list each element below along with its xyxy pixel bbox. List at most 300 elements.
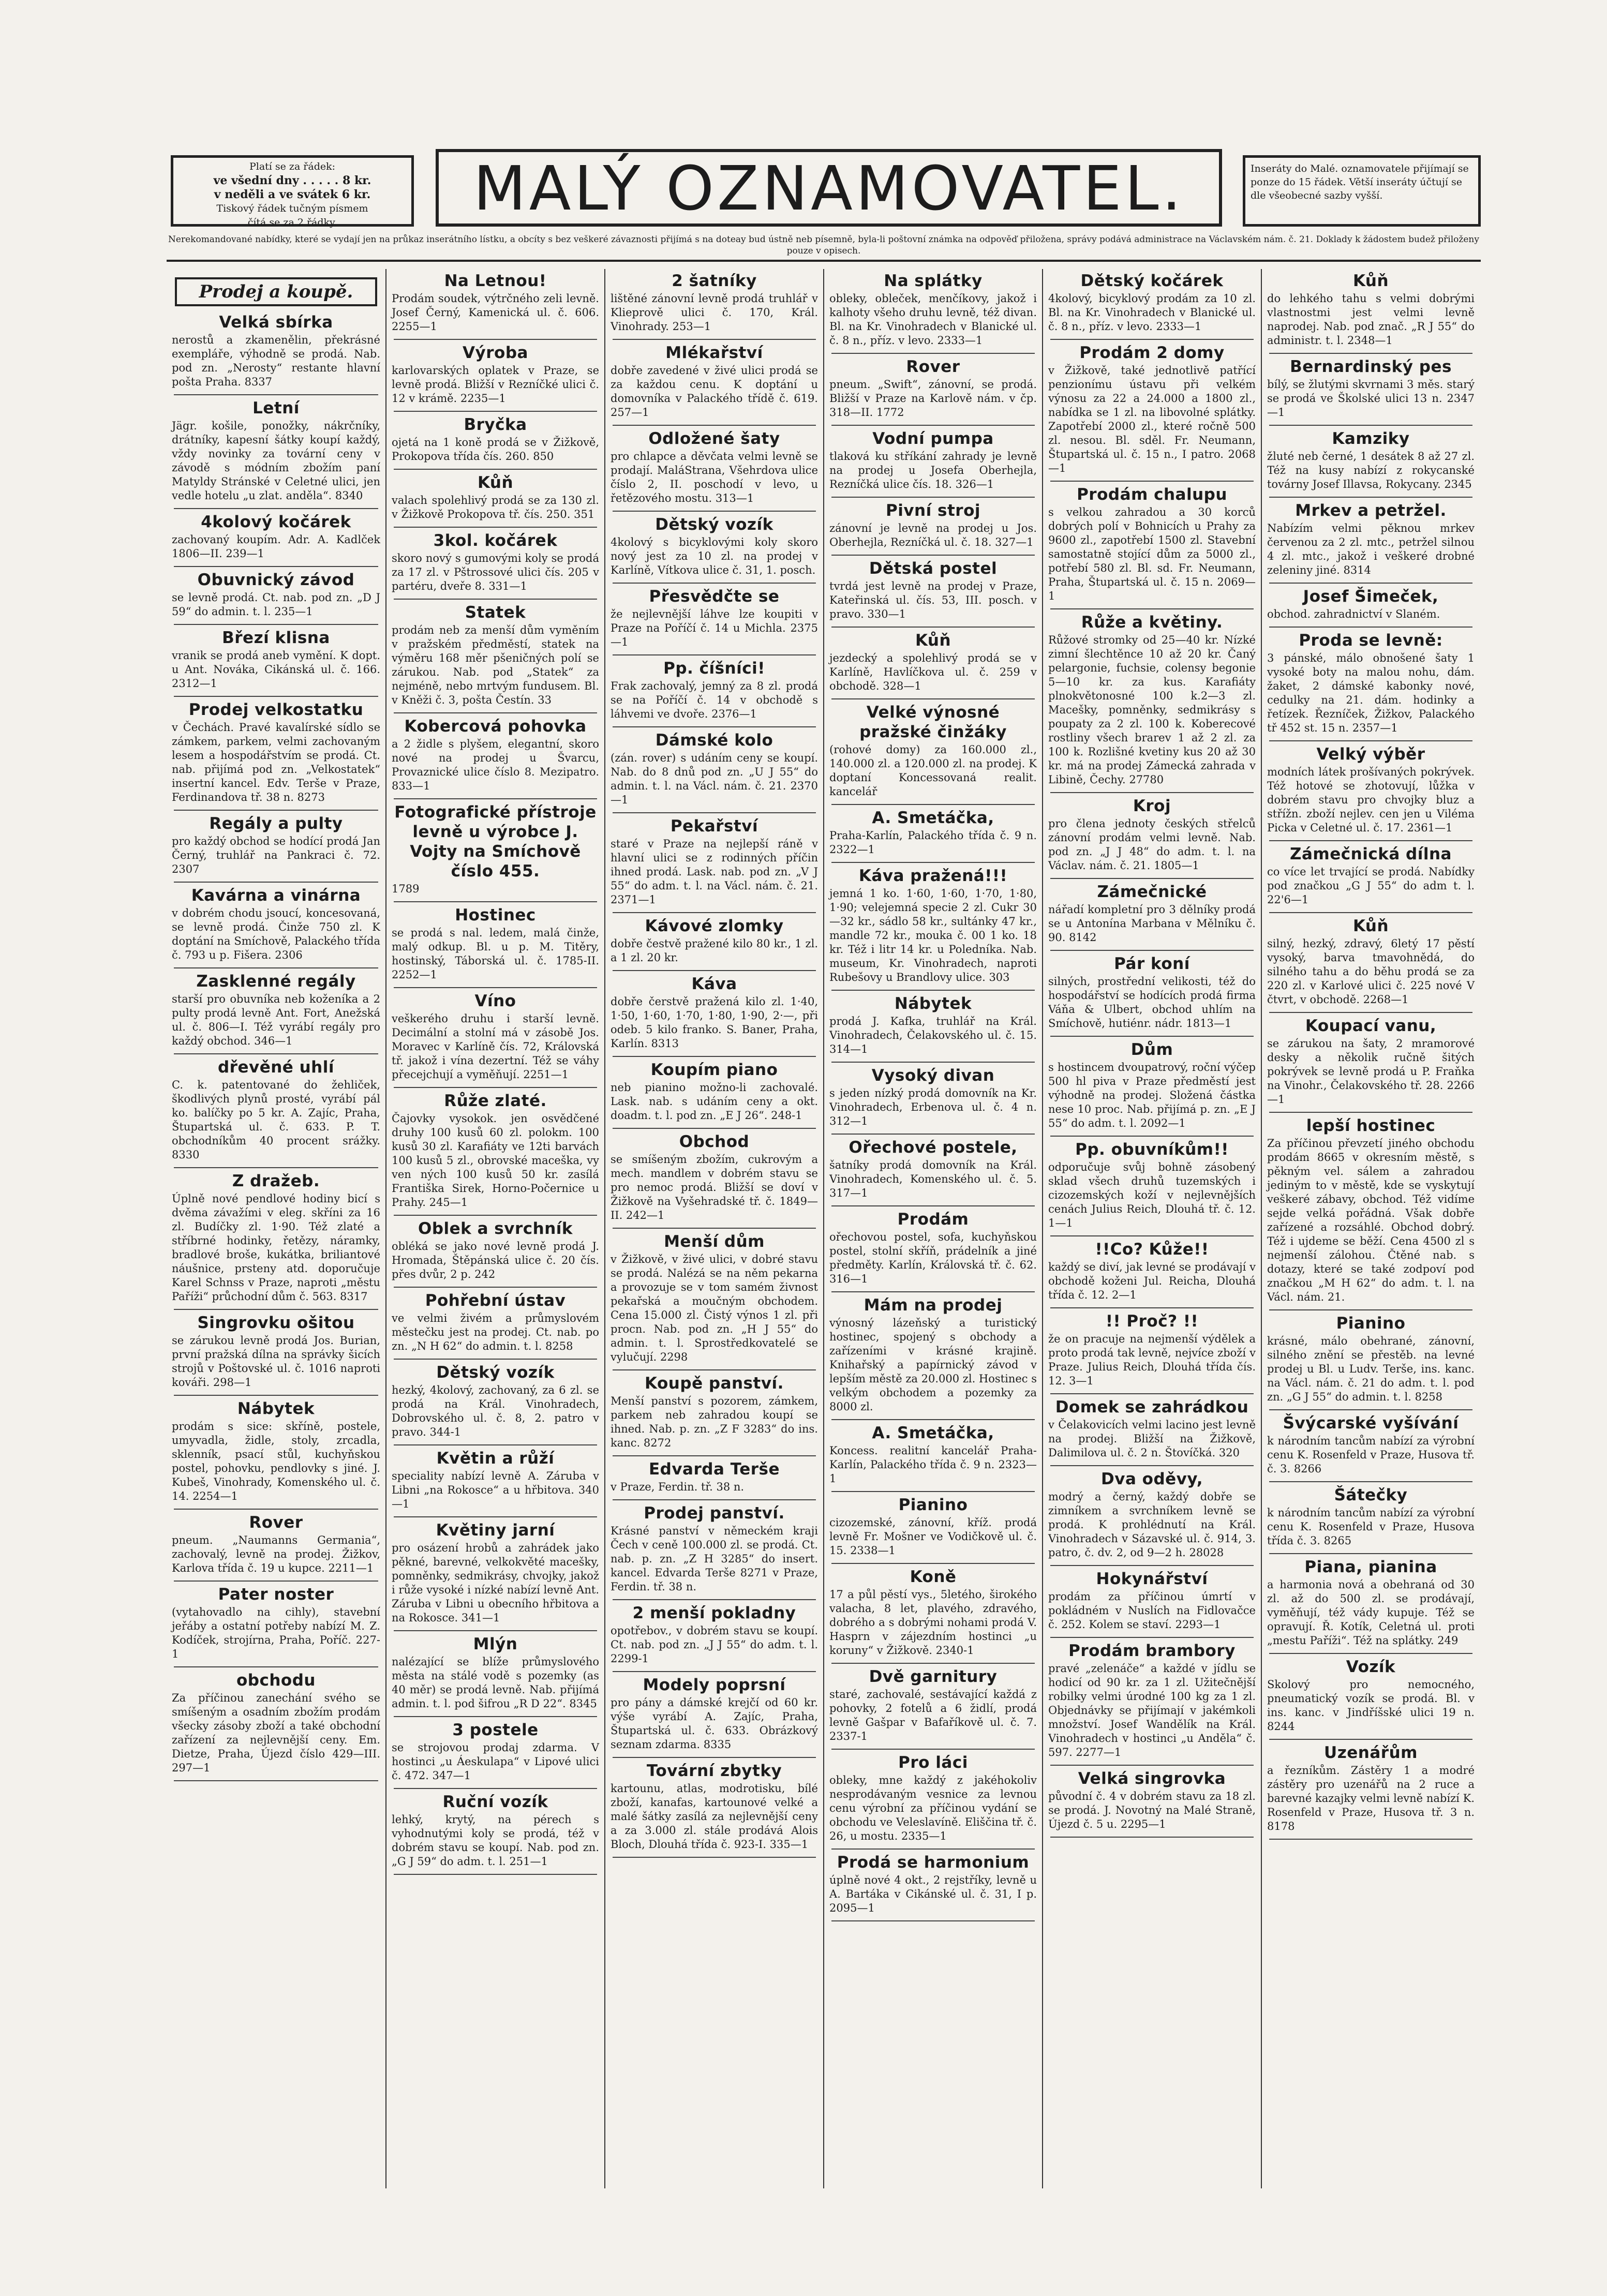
classified-ad	[1267, 844, 1475, 907]
ad-body: dobře čestvě pražené kilo 80 kr., 1 zl. a 1 zl. 20 kr.	[611, 937, 818, 964]
ad-divider	[394, 469, 597, 470]
ad-divider	[1050, 1036, 1254, 1037]
ad-heading: 2 šatníky	[672, 272, 757, 290]
classified-ad	[1048, 1397, 1256, 1460]
ad-divider	[613, 1499, 816, 1500]
ad-body: ve velmi živém a průmyslovém městečku jest na prodej. Ct. nab. po zn. „N H 62“ do admin. t. l. 8258	[392, 1312, 599, 1352]
classified-ad	[829, 1295, 1037, 1414]
ad-divider	[613, 1857, 816, 1858]
classified-ad	[392, 1792, 599, 1869]
classified-ad	[829, 1567, 1037, 1658]
ad-divider	[613, 1757, 816, 1758]
classified-ad	[1048, 882, 1256, 945]
classified-ad	[611, 1060, 818, 1123]
ad-body: se prodá s nal. ledem, malá činže, malý odkup. Bl. u p. M. Titěry, hostinský, Táborská ul. č. 1785-II. 2252—1	[392, 927, 599, 981]
classified-ad	[611, 587, 818, 649]
ad-body: (vytahovadlo na cihly), stavební jeřáby a ostatní potřeby nabízí M. Z. Kodíček, strojírna, Praha, Poříč. 227-1	[172, 1606, 380, 1660]
ad-divider	[613, 912, 816, 913]
classified-ad	[392, 1634, 599, 1711]
ad-divider	[1050, 608, 1254, 609]
classified-ad	[611, 1374, 818, 1450]
classified-ad	[392, 1291, 599, 1353]
classified-ad	[392, 1363, 599, 1439]
classified-ad	[1267, 1657, 1475, 1734]
ad-body: dobře zavedené v živé ulici prodá se za každou cenu. K doptání u domovníka v Palackého třídě č. 619. 257—1	[611, 364, 818, 419]
ad-heading: Prodám brambory	[1068, 1642, 1236, 1660]
classified-ad	[172, 1171, 380, 1304]
ad-divider	[174, 566, 378, 567]
classified-ad	[829, 631, 1037, 693]
ad-heading: !! Proč? !!	[1105, 1312, 1199, 1331]
classified-ad	[1048, 796, 1256, 873]
ad-heading: Vodní pumpa	[872, 429, 994, 448]
ad-divider	[394, 1874, 597, 1875]
ad-heading: Koně	[910, 1568, 957, 1586]
ad-body: do lehkého tahu s velmi dobrými vlastnostmi jest velmi levně naprodej. Nab. pod znač. „R J 55“ do administr. t. l. 2348—1	[1267, 292, 1475, 347]
ad-divider	[1269, 1739, 1472, 1740]
ad-heading: Prodám	[897, 1210, 969, 1229]
ad-heading: Pater noster	[218, 1585, 334, 1604]
classified-ad	[1267, 1485, 1475, 1548]
ad-divider	[1050, 950, 1254, 951]
ad-divider	[394, 1087, 597, 1088]
ad-divider	[174, 394, 378, 395]
ad-body: neb pianino možno-li zachovalé. Lask. nab. s udáním ceny a okt. doadm. t. l. pod zn. „E J 26“. 248-1	[611, 1081, 818, 1122]
ad-divider	[394, 1215, 597, 1216]
ad-body: původní č. 4 v dobrém stavu za 18 zl. se prodá. J. Novotný na Malé Straně, Újezd č. 5 u. 2295—1	[1048, 1790, 1256, 1830]
classified-ad	[392, 415, 599, 464]
ad-body: lištěné zánovní levně prodá truhlář v Klieprově ulici č. 170, Král. Vinohrady. 253—1	[611, 292, 818, 333]
ad-heading: Edvarda Terše	[648, 1460, 780, 1479]
ad-heading: Obchod	[679, 1132, 750, 1151]
ad-body: (zán. rover) s udáním ceny se koupí. Nab. do 8 dnů pod zn. „U J 55“ do admin. t. l. na Václ. nám. č. 21. 2370—1	[611, 752, 818, 806]
ad-body: kartounu, atlas, modrotisku, bílé zboží, kanafas, kartounové velké a malé šátky zasílá za nejlevnější ceny a za 3.000 zl. stále prodává Alois Bloch, Dlouhá třída č. 923-I. 335—1	[611, 1782, 818, 1851]
classified-ad	[172, 512, 380, 561]
classified-ad	[392, 531, 599, 593]
classified-ad	[829, 1066, 1037, 1128]
ad-heading: Menší dům	[664, 1232, 765, 1251]
ad-body: šatníky prodá domovník na Král. Vinohradech, Komenského ul. č. 5. 317—1	[829, 1159, 1037, 1199]
classified-ad	[172, 570, 380, 619]
ad-heading: Nábytek	[894, 994, 972, 1013]
classified-ad	[829, 994, 1037, 1056]
classified-ad	[1267, 357, 1475, 420]
ad-body: a 2 židle s plyšem, elegantní, skoro nové na prodej u Švarcu, Provaznické ulice číslo 8. Mezipatro. 833—1	[392, 738, 599, 792]
ad-body: 17 a půl pěstí vys., 5letého, širokého valacha, 8 let, plavého, zdravého, dobrého a s dobrými nohami prodá V. Hasprn v zájezdním hostinci „u koruny“ v Žižkově. 2340-1	[829, 1588, 1037, 1657]
ad-body: Za příčinou převzetí jiného obchodu prodám 8665 v okresním městě, s pěkným vel. sálem a zahradou jediným to v městě, kde se vyskytují veškeré zábavy, obchod. Též vidíme sejde velká pořádná. Však dobře zařízené a rozsáhlé. Obchod dobrý. Též i ujdeme se běží. Cena 4500 zl s nejmenší zálohou. Čtěné nab. s dotazy, které se také zodpoví pod značkou „M H 62“ do adm. t. l. na Václ. nám. 21.	[1267, 1137, 1475, 1303]
ad-body: staré, zachovalé, sestávající každá z pohovky, 2 fotelů a 6 židlí, prodá levně Gašpar v Bafaříkově ul. č. 7. 2337-1	[829, 1688, 1037, 1742]
ad-divider	[1269, 1309, 1472, 1310]
classified-ad	[611, 916, 818, 965]
ad-body: s jeden nízký prodá domovník na Kr. Vinohradech, Erbenova ul. č. 4 n. 312—1	[829, 1087, 1037, 1127]
ad-body: skoro nový s gumovými koly se prodá za 17 zl. v Pštrossové ulici čís. 205 v partéru, dveře 8. 331—1	[392, 552, 599, 592]
ad-divider	[1269, 497, 1472, 498]
ad-divider	[831, 353, 1035, 354]
ad-heading: Hostinec	[455, 906, 536, 925]
classified-ad	[172, 886, 380, 962]
ad-divider	[1050, 1565, 1254, 1566]
ad-body: pneum. „Swift“, zánovní, se prodá. Bližší v Praze na Karlově nám. v čp. 318—II. 1772	[829, 378, 1037, 419]
ad-heading: Dva oděvy,	[1101, 1470, 1203, 1488]
classified-ad	[829, 1753, 1037, 1843]
ad-heading: Z dražeb.	[232, 1172, 320, 1190]
ad-body: 4kolový s bicyklovými koly skoro nový jest za 10 zl. na prodej v Karlíně, Vítkova ulice č. 31, 1. posch.	[611, 536, 818, 576]
ad-heading: Vozík	[1346, 1658, 1396, 1676]
ad-body: Menší panství s pozorem, zámkem, parkem neb zahradou koupí se ihned. Nab. p. zn. „Z F 3283“ do ins. kanc. 8272	[611, 1395, 818, 1449]
ad-divider	[1269, 840, 1472, 841]
ad-body: starší pro obuvníka neb koženíka a 2 pulty prodá levně Ant. Fort, Anežská ul. č. 806—I. Též vyrábí regály pro každý obchod. 346—1	[172, 993, 380, 1047]
ad-body: pro člena jednoty českých střelců zánovní prodám velmi levně. Nab. pod zn. „J J 48“ do adm. t. l. na Václav. nám. č. 21. 1805—1	[1048, 817, 1256, 872]
ad-body: 1789	[392, 883, 420, 895]
column-5	[1042, 269, 1261, 2188]
ad-body: Prodám soudek, výtrčného zeli levně. Josef Černý, Kamenická ul. č. 606. 2255—1	[392, 292, 599, 333]
classified-ad	[172, 972, 380, 1048]
ad-body: se levně prodá. Ct. nab. pod zn. „D J 59“ do admin. t. l. 235—1	[172, 591, 380, 618]
ad-heading: Rover	[906, 357, 960, 376]
ad-divider	[831, 1563, 1035, 1564]
ad-divider	[174, 1581, 378, 1582]
classified-ad	[1048, 271, 1256, 334]
ad-heading: Koupě panství.	[645, 1374, 784, 1393]
classified-ad	[1048, 485, 1256, 603]
classified-ad	[172, 312, 380, 389]
ad-divider	[394, 798, 597, 799]
ad-divider	[394, 1359, 597, 1360]
classified-ad	[611, 1761, 818, 1852]
ad-body: se zárukou levně prodá Jos. Burian, první pražská dílna na správky šicích strojů v Poštovské ul. č. 1016 naproti kováři. 298—1	[172, 1334, 380, 1389]
ad-heading: Proda se levně:	[1299, 631, 1443, 650]
ad-divider	[174, 508, 378, 509]
ad-heading: Letní	[252, 399, 300, 418]
ad-heading: Domek se zahrádkou	[1055, 1398, 1249, 1417]
ad-divider	[174, 1666, 378, 1667]
column-2	[385, 269, 604, 2188]
ad-divider	[831, 698, 1035, 699]
column-1	[167, 269, 385, 2188]
ad-body: k národním tancům nabízí za výrobní cenu K. Rosenfeld v Praze, Husova třída č. 3. 8265	[1267, 1507, 1475, 1547]
classified-ad	[829, 501, 1037, 549]
ad-heading: Pro láci	[898, 1753, 968, 1772]
ad-heading: Mrkev a petržel.	[1295, 501, 1447, 520]
ad-divider	[1050, 481, 1254, 482]
ad-body: se smíšeným zbožím, cukrovým a mech. mandlem v dobrém stavu se pro nemoc prodá. Bližší se doví v Žižkově na Vyšehradské tř. č. 1849—II. 242—1	[611, 1153, 818, 1221]
ad-heading: Káva	[691, 975, 737, 993]
ad-divider	[394, 339, 597, 340]
column-4	[823, 269, 1042, 2188]
ad-heading: Kamziky	[1332, 429, 1410, 448]
ad-body: hezký, 4kolový, zachovaný, za 6 zl. se prodá na Král. Vinohradech, Dobrovského ul. č. 8, 2. patro v pravo. 344-1	[392, 1384, 599, 1438]
ad-heading: Mlýn	[473, 1635, 518, 1653]
header-notice: Nerekomandované nabídky, které se vydají jen na průkaz inserátního lístku, a obcíty s bez veškeré závaznosti přijímá s na doteay bud ústně neb písemně, byla-li poštovní známka na odpověď přiložena, správy podává administrace na Václavském nám. č. 21. Doklady k žádostem budež přiloženy pouze v opisech.	[167, 234, 1481, 262]
price-line-2: v neděli a ve svátek 6 kr.	[214, 188, 371, 201]
classified-ad	[1267, 631, 1475, 735]
ad-body: nerostů a zkamenělin, překrásné exempláře, výhodně se prodá. Nab. pod zn. „Nerosty“ restante hlavní pošta Praha. 8337	[172, 334, 380, 388]
classified-ad	[172, 814, 380, 876]
classified-ad	[829, 559, 1037, 621]
ad-heading: Pp. obuvníkům!!	[1075, 1140, 1229, 1159]
ad-body: se zárukou na šaty, 2 mramorové desky a několik ručně šitých pokrývek se levně prodá u P. Fraňka na Vinohr., Čelakovského tř. 28. 2266—1	[1267, 1037, 1475, 1106]
ad-divider	[1050, 1637, 1254, 1638]
ad-divider	[613, 812, 816, 813]
ad-body: k národním tancům nabízí za výrobní cenu K. Rosenfeld v Praze, Husova tř. č. 3. 8266	[1267, 1435, 1475, 1475]
ad-heading: Uzenářům	[1324, 1743, 1418, 1762]
ad-body: každý se diví, jak levné se prodávají v obchodě koženi Jul. Reicha, Dlouhá třída č. 12. 2—1	[1048, 1261, 1256, 1301]
ad-body: modních látek prošívaných pokrývek. Též hotové se zhotovují, lůžka v dobrém stavu pro chvojky bluz a střížn. zboží nejlev. cen jen u Viléma Picka v Celetné ul. č. 17. 2361—1	[1267, 766, 1475, 834]
ad-divider	[1269, 1112, 1472, 1113]
classified-ad	[611, 1459, 818, 1494]
classified-ad	[1267, 1557, 1475, 1648]
classified-ad	[392, 343, 599, 406]
ad-heading: Josef Šimeček,	[1303, 587, 1439, 606]
classified-ad	[1267, 1116, 1475, 1304]
ad-heading: Dům	[1130, 1040, 1173, 1059]
ad-body: Růžové stromky od 25—40 kr. Nízké zimní šlechtěnce 10 až 20 kr. Čaný pelargonie, fuchsie, colensy begonie 5—10 kr. za kus. Karafiáty plnokvětonosné 100 k.2—3 zl. Macešky, pomněnky, sedmikrásy s poupaty za 2 zl. 100 k. Koberecové rostliny všech brarev 1 až 2 zl. za 100 k. Rozlišné kvetiny kus 20 až 30 kr. má na prodej Zámecká zahrada v Libině, Čechy. 27780	[1048, 634, 1256, 786]
ad-body: obléká se jako nové levně prodá J. Hromada, Štěpánská ulice č. 20 čís. přes dvůr, 2 p. 242	[392, 1240, 599, 1280]
ad-heading: Pekařství	[670, 817, 758, 836]
ad-heading: 4kolový kočárek	[201, 513, 351, 531]
price-line-0: Platí se za řádek:	[249, 161, 336, 172]
ad-heading: Švýcarské vyšívání	[1283, 1414, 1459, 1433]
classified-ad	[611, 429, 818, 505]
classified-ad	[392, 991, 599, 1082]
ad-divider	[394, 1516, 597, 1517]
classified-ad	[1267, 1413, 1475, 1476]
ad-heading: Nábytek	[237, 1399, 315, 1418]
ad-heading: Kroj	[1133, 797, 1171, 815]
ad-divider	[174, 810, 378, 811]
ad-divider	[174, 696, 378, 697]
classified-ad	[611, 343, 818, 420]
ad-divider	[394, 1444, 597, 1445]
classified-ad	[829, 357, 1037, 420]
ad-heading: Výroba	[463, 344, 528, 362]
classified-ad	[611, 730, 818, 807]
ad-heading: Prodá se harmonium	[837, 1853, 1030, 1872]
ad-body: výnosný lázeňský a turistický hostinec, spojený s obchody a zařízeními v krásné krajině. Knihařský a papírnický závod v lepším městě za 20.000 zl. Hostinec s velkým obchodem a pozemky za 8000 zl.	[829, 1317, 1037, 1413]
ad-body: prodá J. Kafka, truhlář na Král. Vinohradech, Čelakovského ul. č. 15. 314—1	[829, 1015, 1037, 1055]
ad-divider	[1269, 912, 1472, 913]
ad-body: speciality nabízí levně A. Záruba v Libni „na Rokosce“ a u hřbitova. 340—1	[392, 1470, 599, 1510]
classified-ad	[172, 1313, 380, 1390]
ad-body: Čajovky vysokok. jen osvědčené druhy 100 kusů 60 zl. polokm. 100 kusů 30 zl. Karafiáty ve 12ti barvách 100 kusů 5 zl., obrovské maceška, vy ven ných 100 kusů 50 kr. zasílá Františka Sirek, Horno-Počernice u Prahy. 245—1	[392, 1112, 599, 1209]
classified-ad	[392, 1091, 599, 1210]
ad-divider	[1050, 1136, 1254, 1137]
classified-ad	[392, 1449, 599, 1511]
classified-ad	[1048, 1469, 1256, 1560]
ad-divider	[174, 1053, 378, 1054]
ad-heading: Bryčka	[464, 415, 527, 434]
ad-divider	[831, 555, 1035, 556]
ad-body: silných, prostřední velikosti, též do hospodářství se hodících prodá firma Váňa & Ulbert, obchod uhlím na Smíchově, hutiénr. nádr. 1813—1	[1048, 975, 1256, 1030]
ad-divider	[1050, 1837, 1254, 1838]
ad-body: a řezníkům. Zástěry 1 a modré zástěry pro uzenářů na 2 ruce a barevné kazajky velmi levně nabízí K. Rosenfeld v Praze, Husova tř. 3 n. 8178	[1267, 1764, 1475, 1832]
ad-body: vranik se prodá aneb vymění. K dopt. u Ant. Nováka, Cikánská ul. č. 166. 2312—1	[172, 649, 380, 690]
ad-body: opotřebov., v dobrém stavu se koupí. Ct. nab. pod zn. „J J 55“ do adm. t. l. 2299-1	[611, 1624, 818, 1665]
ad-divider	[1050, 792, 1254, 793]
ad-divider	[174, 1309, 378, 1310]
ad-body: tlaková ku stříkání zahrady je levně na prodej u Josefa Oberhejla, Rezníčká ulice čís. 18. 326—1	[829, 450, 1037, 490]
classified-ad	[1048, 1641, 1256, 1760]
ad-divider	[394, 1788, 597, 1789]
ad-divider	[1050, 1307, 1254, 1308]
ad-heading: Oblek a svrchník	[418, 1219, 573, 1238]
ad-body: jezdecký a spolehlivý prodá se v Karlíně, Havlíčkova ul. č. 259 v obchodě. 328—1	[829, 652, 1037, 692]
ad-heading: Dětský vozík	[436, 1363, 555, 1382]
classified-ad	[829, 808, 1037, 857]
ad-body: prodám neb za menší dům vyměním v pražském předměstí, statek na výměru 168 měr pšeničných polí se zárukou. Nab. pod „Statek“ za nejméně, nebo mrtvým fundusem. Bl. v Kněži č. 3, pošta Čestín. 33	[392, 624, 599, 706]
classified-ad	[611, 974, 818, 1051]
ad-heading: Růže a květiny.	[1081, 613, 1223, 632]
ad-divider	[1269, 627, 1472, 628]
ad-heading: Dvě garnitury	[869, 1667, 998, 1686]
ad-divider	[174, 1167, 378, 1168]
ad-body: pro chlapce a děvčata velmi levně se prodají. MaláStrana, Všehrdova ulice číslo 2, II. poschodí v levo, u řetězového mostu. 313—1	[611, 450, 818, 504]
ad-body: co více let trvající se prodá. Nabídky pod značkou „G J 55“ do adm t. l. 22'6—1	[1267, 866, 1475, 906]
price-line-1: ve všední dny . . . . . 8 kr.	[213, 174, 371, 187]
ad-heading: !!Co? Kůže!!	[1095, 1240, 1209, 1259]
ad-heading: Kůň	[1352, 272, 1389, 290]
classifieds-header	[167, 144, 1481, 237]
classified-ad	[1048, 613, 1256, 787]
column-3	[604, 269, 823, 2188]
classified-ad	[1048, 1240, 1256, 1302]
ad-divider	[831, 1749, 1035, 1750]
ad-heading: Pohřební ústav	[425, 1291, 566, 1310]
ad-divider	[613, 425, 816, 426]
ad-body: Frak zachovalý, jemný za 8 zl. prodá se na Poříčí č. 14 v obchodě s láhvemi ve dvoře. 2376—1	[611, 680, 818, 720]
ad-divider	[394, 411, 597, 412]
ad-body: (rohové domy) za 160.000 zl., 140.000 zl. a 120.000 zl. na prodej. K doptaní Koncessovaná realit. kancelář	[829, 743, 1037, 798]
ad-heading: Odložené šaty	[648, 429, 780, 448]
ad-divider	[1050, 1765, 1254, 1766]
classified-ad	[392, 271, 599, 334]
classified-ad	[172, 398, 380, 503]
classified-ad	[829, 271, 1037, 348]
ad-heading: Dětský vozík	[655, 515, 773, 534]
ad-body: zánovní je levně na prodej u Jos. Oberhejla, Rezníčká ul. č. 18. 327—1	[829, 522, 1037, 548]
ad-heading: Přesvědčte se	[649, 587, 780, 606]
classified-ad	[611, 515, 818, 577]
ad-heading: Pianino	[898, 1496, 968, 1514]
ad-body: Jägr. košile, ponožky, nákrčníky, drátníky, kapesní šátky koupí každý, vždy novinky za tovární ceny v závodě s módním zbožím paní Matyldy Stránské v Celetné ulici, jen vedle hotelu „u zlat. anděla“. 8340	[172, 420, 380, 502]
classified-ad	[172, 1585, 380, 1661]
ad-heading: Statek	[465, 603, 526, 622]
ad-divider	[394, 599, 597, 600]
ad-body: úplně nové 4 okt., 2 rejstříky, levně u A. Bartáka v Cikánské ul. č. 31, I p. 2095—1	[829, 1874, 1037, 1914]
classified-ad	[611, 1132, 818, 1222]
classified-ad	[1267, 916, 1475, 1007]
ad-divider	[831, 1062, 1035, 1063]
ad-divider	[394, 1630, 597, 1631]
classified-ad	[172, 1399, 380, 1503]
ad-heading: Na Letnou!	[444, 272, 547, 290]
ad-heading: Modely poprsní	[643, 1676, 786, 1694]
ad-divider	[831, 1848, 1035, 1850]
ad-divider	[1269, 1553, 1472, 1554]
ad-divider	[1269, 1012, 1472, 1013]
ad-heading: Na splátky	[884, 272, 983, 290]
ad-heading: Singrovku ošitou	[197, 1314, 355, 1332]
insertion-info-box: Inseráty do Malé. oznamovatele přijímají se ponze do 15 řádek. Větší inseráty účtují se dle všeobecné sazby vyšší.	[1243, 155, 1481, 227]
ad-heading: Ruční vozík	[442, 1793, 548, 1811]
ad-heading: Mám na prodej	[864, 1296, 1003, 1315]
classified-ad	[1267, 429, 1475, 491]
classified-ad	[611, 1232, 818, 1364]
ad-heading: Zámečnická dílna	[1290, 845, 1452, 863]
ad-divider	[174, 1395, 378, 1396]
ad-body: v Čechách. Pravé kavalírské sídlo se zámkem, parkem, velmi zachovaným lesem a hospodářstvím se prodá. Ct. nab. přijímá pod zn. „Velkostatek“ insertní kancel. Edv. Terše v Praze, Ferdinandova tř. 38 n. 8273	[172, 721, 380, 803]
ad-heading: Šátečky	[1334, 1486, 1408, 1504]
classified-ad	[392, 802, 599, 896]
ad-heading: 3 postele	[452, 1721, 539, 1739]
ad-body: cizozemské, zánovní, kříž. prodá levně Fr. Mošner ve Vodičkově ul. č. 15. 2338—1	[829, 1516, 1037, 1557]
ad-body: v Čelakovicích velmi lacino jest levně na prodej. Bližší na Žižkově, Dalimilova ul. č. 2 n. Štovíčká. 320	[1048, 1419, 1256, 1459]
classified-ad	[392, 905, 599, 982]
classified-ad	[829, 1853, 1037, 1915]
classified-ad	[829, 866, 1037, 985]
ad-body: že on pracuje na nejmenší výdělek a proto prodá tak levně, nejvíce zboží v Praze. Julius Reich, Dlouhá třída čís. 12. 3—1	[1048, 1333, 1256, 1387]
ad-divider	[174, 882, 378, 883]
classified-ad	[611, 271, 818, 334]
classified-ad	[1048, 343, 1256, 475]
ad-body: Koncess. realitní kancelář Praha-Karlín, Palackého třída č. 9 n. 2323—1	[829, 1444, 1037, 1485]
ad-divider	[831, 1134, 1035, 1135]
ad-divider	[613, 1228, 816, 1229]
ad-divider	[831, 1920, 1035, 1921]
ad-divider	[831, 1205, 1035, 1206]
ad-body: v Žižkově, v živé ulici, v dobré stavu se prodá. Nalézá se na něm pekarna a provozuje se v tom samém živnost pekařská a moučným obchodem. Cena 15.000 zl. Čistý výnos 1 zl. při procn. Nab. pod zn. „H J 55“ do admin. t. l. Sprostředkovatelé se vylučují. 2298	[611, 1253, 818, 1363]
ad-heading: Hokynářství	[1096, 1570, 1208, 1588]
classified-ad	[172, 700, 380, 804]
ad-divider	[174, 1780, 378, 1781]
ad-body: dobře čerstvě pražená kilo zl. 1·40, 1·50, 1·60, 1·70, 1·80, 1·90, 2·—, při odeb. 5 kilo franko. S. Baner, Praha, Karlín. 8313	[611, 995, 818, 1050]
ad-body: nářadí kompletní pro 3 dělníky prodá se u Antonína Marbana v Mělníku č. 90. 8142	[1048, 903, 1256, 944]
classified-ad	[1048, 1140, 1256, 1230]
ad-heading: Káva pražená!!!	[858, 867, 1008, 885]
classified-ad	[1267, 501, 1475, 577]
ad-divider	[831, 425, 1035, 426]
classified-ad	[829, 1423, 1037, 1486]
classified-ad	[172, 628, 380, 691]
ad-body: Nabízím velmi pěknou mrkev červenou za 2 zl. mtc., petržel silnou 4 zl. mtc., jakož i veškeré drobné zeleniny jiné. 8314	[1267, 522, 1475, 576]
ad-divider	[831, 1291, 1035, 1292]
ad-body: lehký, krytý, na pérech s vyhodnutými koly se prodá, též v dobrém stavu se koupí. Nab. pod zn. „G J 59“ do adm. t. l. 251—1	[392, 1813, 599, 1868]
ad-divider	[1269, 1653, 1472, 1654]
ad-heading: Ořechové postele,	[849, 1138, 1018, 1157]
ad-divider	[831, 497, 1035, 498]
ad-body: karlovarských oplatek v Praze, se levně prodá. Bližší v Rezníčké ulici č. 12 v krámě. 2235—1	[392, 364, 599, 405]
ad-body: C. k. patentované do žehliček, škodlivých plynů prosté, vyrábí pál ko. balíčky po 5 kr. A. Zajíc, Praha, Štupartská ul. č. 633. P. T. obchodníkům 40 procent srážky. 8330	[172, 1079, 380, 1161]
ad-divider	[1269, 583, 1472, 584]
classified-ad	[611, 1503, 818, 1594]
ad-body: prodám za příčinou úmrtí v pokládném v Nuslích na Fidlovačce č. 252. Kolem se staví. 2293—1	[1048, 1590, 1256, 1631]
ad-body: modrý a černý, každý dobře se zimníkem a svrchníkem levně se prodá. K prohlédnutí na Král. Vinohradech v Sázavské ul. č. 914, 3. patro, č. dv. 2, od 9—2 h. 28028	[1048, 1490, 1256, 1559]
ad-divider	[394, 712, 597, 713]
classified-ad	[611, 659, 818, 721]
ad-heading: Velké výnosné pražské činžáky	[859, 703, 1007, 741]
ad-divider	[1269, 353, 1472, 354]
ad-body: pneum. „Naumanns Germania“, zachovalý, levně na prodej. Žižkov, Karlova třída č. 19 u kupce. 2211—1	[172, 1534, 380, 1574]
classified-ad	[829, 1210, 1037, 1286]
classified-ad	[1048, 1040, 1256, 1130]
column-6	[1261, 269, 1480, 2188]
ad-heading: A. Smetáčka,	[872, 1424, 994, 1442]
ad-body: a harmonia nová a obehraná od 30 zl. až do 500 zl. se prodávají, vyměňují, též vády kupuje. Též se opravují. Ř. Kotík, Celetná ul. proti „mestu Paříži“. Též na splátky. 249	[1267, 1578, 1475, 1647]
classified-ad	[829, 1138, 1037, 1200]
ad-heading: Regály a pulty	[209, 814, 343, 833]
ad-heading: Piana, pianina	[1304, 1558, 1437, 1576]
ad-heading: Velký výběr	[1316, 745, 1425, 764]
